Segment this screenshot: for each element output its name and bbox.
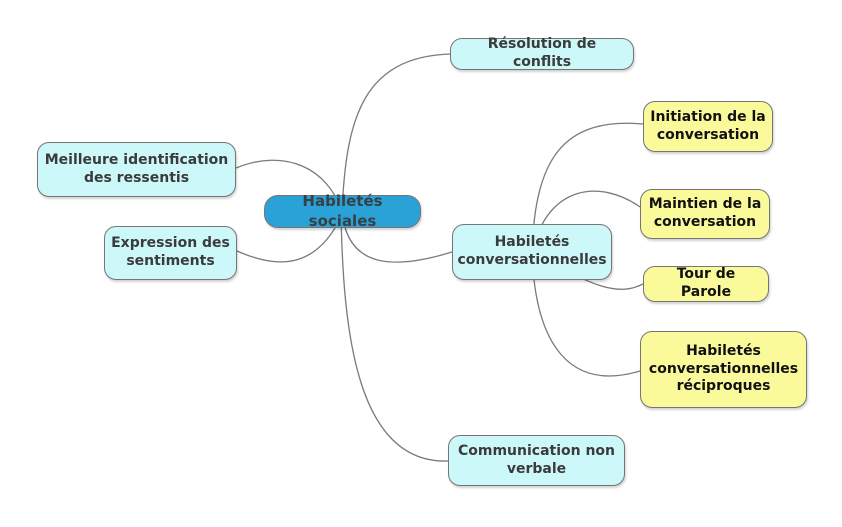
- node-label: Initiation de la conversation: [650, 108, 766, 143]
- node-tour-de-parole[interactable]: [643, 266, 769, 302]
- node-label: Communication non verbale: [457, 442, 616, 477]
- node-expression-des-sentiments[interactable]: [104, 226, 237, 280]
- node-label: Meilleure identification des ressentis: [44, 151, 229, 186]
- node-label: Tour de Parole: [676, 266, 736, 300]
- node-label: Habiletés conversationnelles réciproques: [648, 342, 799, 395]
- node-resolution-de-conflits[interactable]: [450, 38, 634, 70]
- node-initiation-de-la-conversation[interactable]: [643, 101, 773, 152]
- node-communication-non-verbale[interactable]: [448, 435, 625, 486]
- node-label: Habiletés conversationnelles: [457, 234, 607, 268]
- node-meilleure-identification-des-ressentis[interactable]: [37, 142, 236, 197]
- node-label: Maintien de la conversation: [648, 196, 762, 230]
- node-label: Habiletés sociales: [302, 192, 383, 230]
- node-label: Résolution de conflits: [487, 36, 597, 70]
- node-habiletes-sociales[interactable]: [264, 192, 421, 230]
- node-habiletes-conversationnelles-reciproques[interactable]: [640, 331, 807, 408]
- node-maintien-de-la-conversation[interactable]: [640, 189, 770, 239]
- node-habiletes-conversationnelles[interactable]: [452, 224, 612, 280]
- edge-root-to-resolution-conflits: [342, 54, 450, 212]
- node-label: Expression des sentiments: [111, 235, 230, 269]
